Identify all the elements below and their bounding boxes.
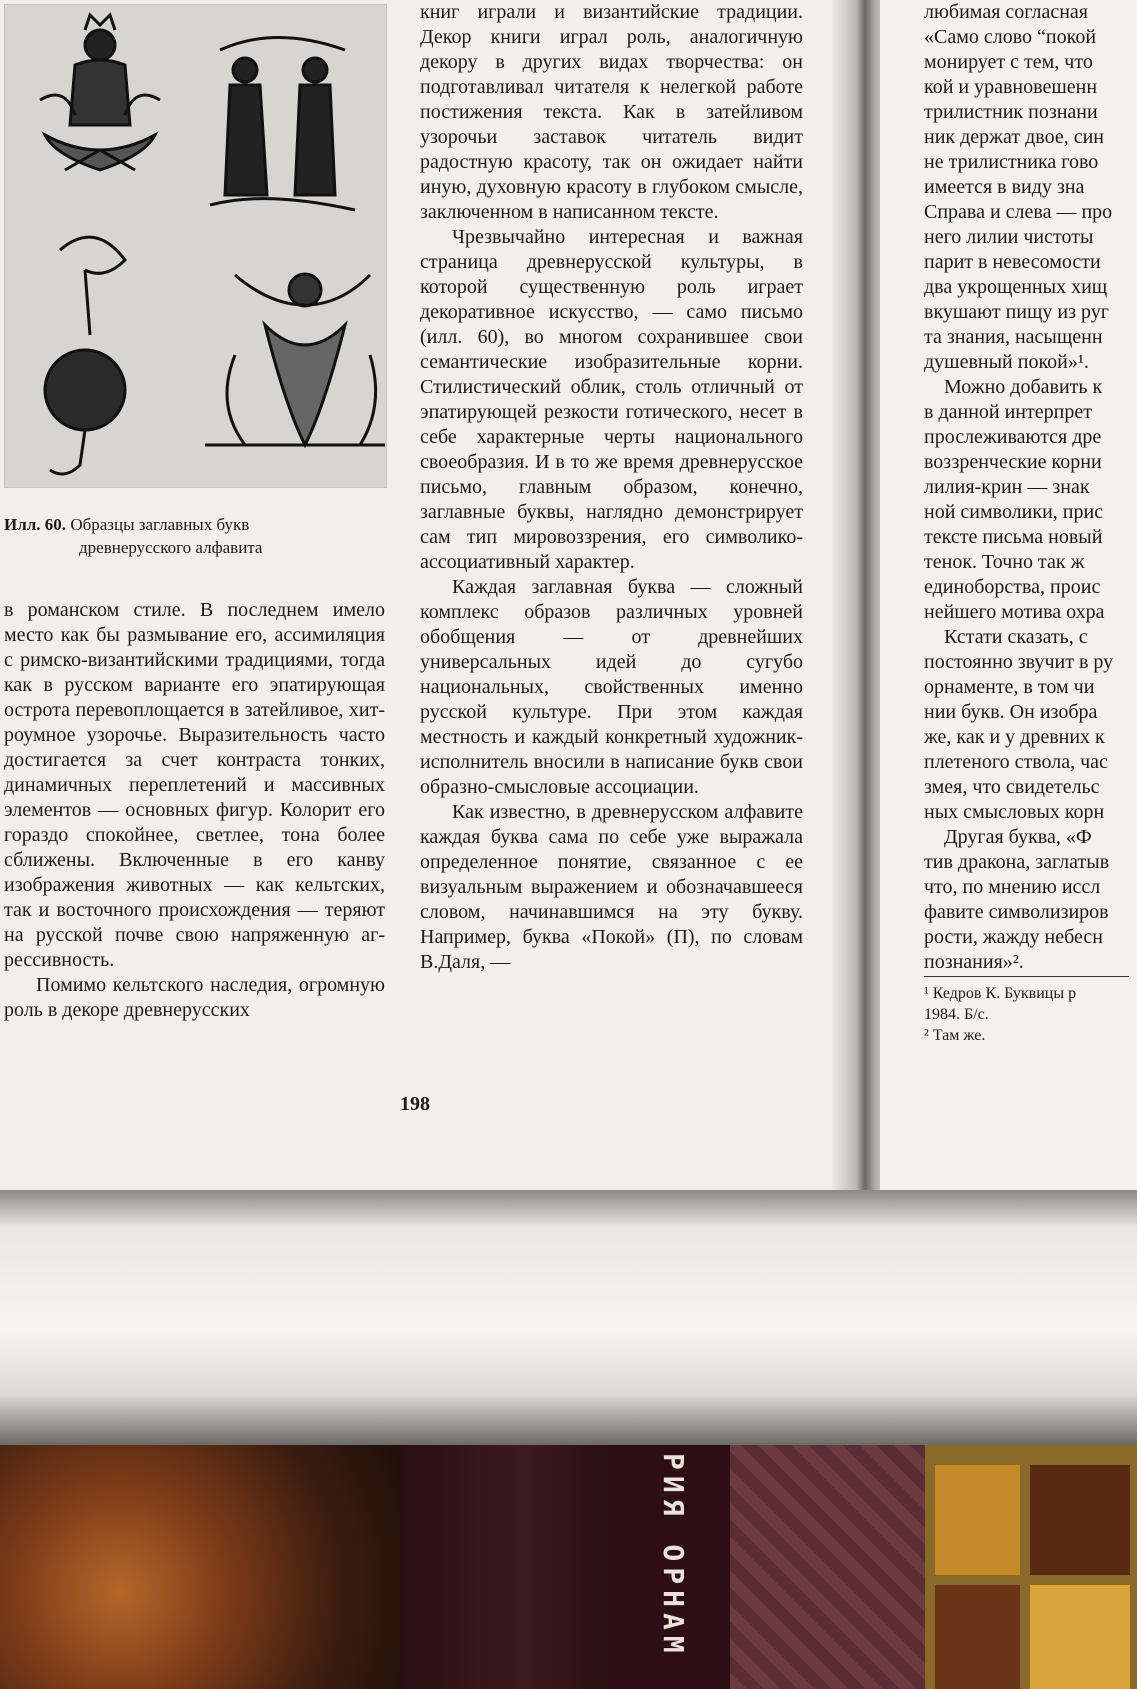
text-line: парит в невесомости — [924, 251, 1101, 273]
text-line: рости, жажду небесн — [924, 926, 1103, 948]
text-line: плетеного ствола, час — [924, 751, 1108, 773]
initial-letter-bird — [45, 237, 125, 474]
paragraph: Помимо кельтского наследия, огромную роль в декоре древнерусских — [4, 974, 385, 1021]
text-line: него лилии чистоты — [924, 226, 1094, 248]
text-line: в данной интерпрет — [924, 401, 1092, 423]
text-line: познания»². — [924, 951, 1024, 973]
text-line: фавите символизиров — [924, 901, 1109, 923]
book-ornamental-cover — [0, 1445, 400, 1689]
text-line: тив дракона, заглатыв — [924, 851, 1110, 873]
text-line: лилия-крин — знак — [924, 476, 1090, 498]
caption-line2: древнерусского алфавита — [79, 538, 263, 557]
text-line: единоборства, проис — [924, 576, 1101, 598]
footnote-rule — [924, 976, 1129, 977]
figure-caption — [4, 513, 385, 559]
text-line: два укрощенных хищ — [924, 276, 1108, 298]
text-line: монирует с тем, что — [924, 51, 1093, 73]
text-line: трилистник познани — [924, 101, 1098, 123]
initial-letter-two-figures — [210, 38, 355, 211]
footnote-1: ¹ Кедров К. Буквицы р — [924, 985, 1077, 1002]
footnote-2: ² Там же. — [924, 1027, 986, 1044]
text-line: та знания, насыщенн — [924, 326, 1103, 348]
initial-letter-crowned-figure — [40, 15, 160, 170]
text-line: любимая согласная — [924, 1, 1088, 23]
caption-label: Илл. 60. — [4, 515, 67, 534]
book-tiled-cover — [925, 1445, 1137, 1689]
text-line: ной символики, прис — [924, 501, 1104, 523]
text-line: воззренческие корни — [924, 451, 1102, 473]
text-column-right-cropped — [924, 0, 1137, 975]
text-line: не трилистника гово — [924, 151, 1099, 173]
paragraph: книг играли и византийские традиции. Декор книги играл роль, аналогичную декору в других видах творчества: он подготавливал читателя к нелегкой работе постижения текста. Как в затейливом узорочьи заставок читатель видит радостную красоту, так он ожидает найти иную, духовную красоту в глубоком смысле, заключенном в написанном тексте. — [420, 1, 803, 223]
footnotes — [924, 976, 1137, 1046]
spine-title: РИЯ ОРНАМ — [657, 1453, 690, 1659]
illustration-initial-letters — [4, 4, 387, 488]
text-line: нейшего мотива охра — [924, 601, 1105, 623]
text-line: прослеживаются дре — [924, 426, 1102, 448]
initial-letter-interlace — [205, 274, 385, 445]
text-line: что, по мнению иссл — [924, 876, 1101, 898]
book-spine — [610, 1445, 730, 1689]
text-line: же, как и у древних к — [924, 726, 1105, 748]
book-dark-cover — [400, 1445, 610, 1689]
text-line: орнаменте, в том чи — [924, 676, 1095, 698]
text-line: тексте письма новый — [924, 526, 1103, 548]
caption-line1: Образцы заглавных букв — [70, 515, 250, 534]
book-patterned-cover — [730, 1445, 925, 1689]
text-line: «Само слово “покой — [924, 26, 1097, 48]
text-line: вкушают пищу из руг — [924, 301, 1109, 323]
text-line: постоянно звучит в ру — [924, 651, 1114, 673]
page-number: 198 — [400, 1093, 430, 1115]
text-line: змея, что свидетельс — [924, 776, 1100, 798]
paragraph: Чрезвычайно интересная и важная страница древнерусской культуры, в которой существенную роль играет декоративное искусство, — само письмо (илл. 60), во многом сохранившее свои семантические изобразительные корни. Стилистический облик, столь отличный от эпатирующей резкости готического, несет в себе характерные черты национального своеобразия. И в то же время древнерусское письмо, главным образом, конечно, заглавные буквы, наглядно демонстрирует сам тип мировоззрения, его символико-ассоциативный характер. — [420, 226, 803, 573]
text-line: Справа и слева — про — [924, 201, 1113, 223]
text-line: нии букв. Он изобра — [924, 701, 1098, 723]
text-line: тенок. Точно так ж — [924, 551, 1085, 573]
paragraph: в романском стиле. В последнем имело место как бы размывание его, ассимиляция с римско-византийскими традициями, тогда как в русском варианте его эпатирующая острота перевоплощается в затейливое, хитроумное узорочье. Выразительность часто достигается за счет контраста тонких, динамичных переплетений и массивных элементов — основных фигур. Колорит его гораздо спокойнее, светлее, тона более сближены. Включенные в его канву изображения животных — как кельтских, так и восточного происхождения — теряют на русской почве свою напряженную агрессивность. — [4, 599, 385, 971]
page-edge-blur — [0, 1190, 1137, 1445]
text-line: Можно добавить к — [924, 376, 1103, 398]
text-line: кой и уравновешенн — [924, 76, 1098, 98]
paragraph: Как известно, в древнерусском алфавите каждая буква сама по себе уже выражала определенное понятие, связанное с ее визуальным выражением и обозначавшееся словом, начинавшимся на эту букву. Например, буква «Покой» (П), по словам В.Даля, — — [420, 801, 803, 973]
paragraph: Каждая заглавная буква — сложный комплекс образов различных уровней обобщения — от древнейших универсальных идей до сугубо национальных, свойственных именно русской культуре. При этом каждая местность и каждый конкретный художник-исполнитель вносили в написание букв свои образно-смысловые ассоциации. — [420, 576, 803, 798]
text-column-left — [4, 598, 385, 1023]
text-line: имеется в виду зна — [924, 176, 1085, 198]
text-column-middle — [420, 0, 803, 975]
text-line: Другая буква, «Ф — [924, 826, 1092, 848]
text-line: ник держат двое, син — [924, 126, 1104, 148]
text-line: ных смысловых корн — [924, 801, 1105, 823]
book-spines — [0, 1445, 1137, 1689]
text-line: Кстати сказать, с — [924, 626, 1088, 648]
footnote-1-cont: 1984. Б/с. — [924, 1006, 989, 1023]
text-line: душевный покой»¹. — [924, 351, 1089, 373]
